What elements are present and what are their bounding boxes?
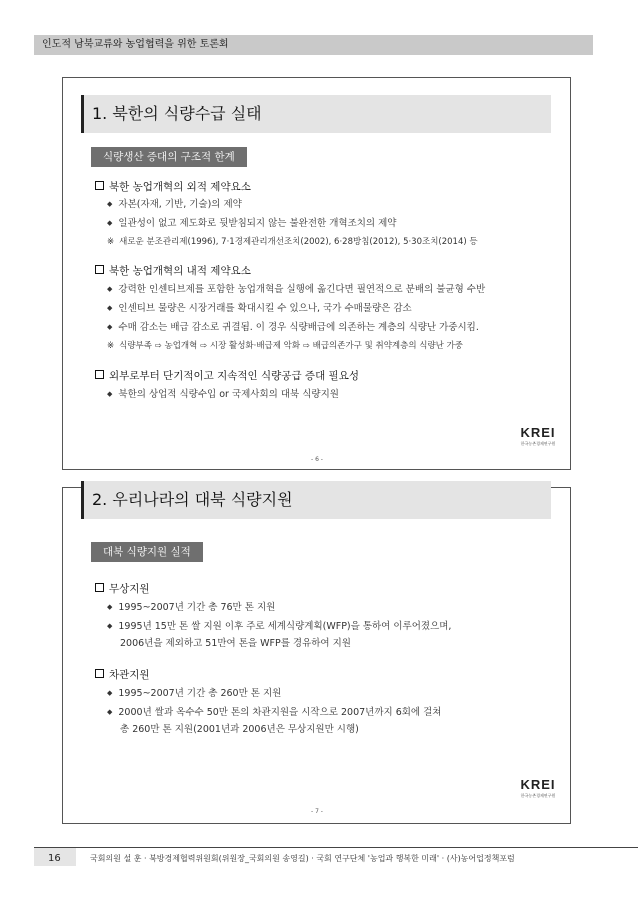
slide-1-note: ※ 새로운 분조관리제(1996), 7·1경제관리개선조치(2002), 6·28방침(2012), 5·30조치(2014) 등 [107, 237, 478, 247]
slide-1-item: ◆ 자본(자재, 기반, 기술)의 제약 [107, 199, 242, 210]
checkbox-square-icon [95, 265, 104, 274]
krei-logo: KREI 한국농촌경제연구원 [520, 777, 556, 798]
slide-1-badge: 식량생산 증대의 구조적 한계 [91, 147, 247, 167]
slide-1-item: ◆ 북한의 상업적 식량수입 or 국제사회의 대북 식량지원 [107, 389, 339, 400]
asterisk-icon: ※ [107, 237, 115, 247]
krei-logo: KREI 한국농촌경제연구원 [520, 425, 556, 446]
slide-2-item: ◆ 1995년 15만 톤 쌀 지원 이후 주로 세계식량계획(WFP)을 통하여 이루어졌으며, [107, 621, 452, 632]
slide-1-item: ◆ 수매 감소는 배급 감소로 귀결됨. 이 경우 식량배급에 의존하는 계층의 식량난 가중시킴. [107, 322, 479, 333]
slide-2-badge: 대북 식량지원 실적 [91, 542, 203, 562]
diamond-bullet-icon: ◆ [107, 200, 113, 208]
slide-1-item: ◆ 인센티브 물량은 시장거래를 확대시킬 수 있으나, 국가 수매물량은 감소 [107, 303, 412, 314]
diamond-bullet-icon: ◆ [107, 219, 113, 227]
slide-1-section-2-heading: 북한 농업개혁의 내적 제약요소 [95, 264, 251, 278]
slide-2-title: 2. 우리나라의 대북 식량지원 [81, 481, 551, 519]
diamond-bullet-icon: ◆ [107, 603, 113, 611]
footer-page-number: 16 [48, 853, 61, 864]
slide-1 [62, 77, 571, 470]
slide-1-section-1-heading: 북한 농업개혁의 외적 제약요소 [95, 180, 251, 194]
diamond-bullet-icon: ◆ [107, 622, 113, 630]
slide-2-item-continuation: 총 260만 톤 지원(2001년과 2006년은 무상지원만 시행) [120, 724, 359, 735]
slide-2-item: ◆ 1995~2007년 기간 총 260만 톤 지원 [107, 688, 282, 699]
slide-1-note: ※ 식량부족 ⇨ 농업개혁 ⇨ 시장 활성화·배급제 악화 ⇨ 배급의존가구 및 취약계층의 식량난 가중 [107, 341, 464, 351]
checkbox-square-icon [95, 583, 104, 592]
slide-1-title: 1. 북한의 식량수급 실태 [81, 95, 551, 133]
slide-2-page-number: - 7 - [311, 808, 323, 815]
slide-2-item: ◆ 2000년 쌀과 옥수수 50만 톤의 차관지원을 시작으로 2007년까지 6회에 걸쳐 [107, 707, 442, 718]
diamond-bullet-icon: ◆ [107, 304, 113, 312]
checkbox-square-icon [95, 181, 104, 190]
checkbox-square-icon [95, 669, 104, 678]
diamond-bullet-icon: ◆ [107, 323, 113, 331]
diamond-bullet-icon: ◆ [107, 689, 113, 697]
diamond-bullet-icon: ◆ [107, 708, 113, 716]
checkbox-square-icon [95, 370, 104, 379]
slide-1-item: ◆ 일관성이 없고 제도화로 뒷받침되지 않는 불완전한 개혁조치의 제약 [107, 218, 397, 229]
slide-1-page-number: - 6 - [311, 456, 323, 463]
diamond-bullet-icon: ◆ [107, 390, 113, 398]
slide-1-item: ◆ 강력한 인센티브제를 포함한 농업개혁을 실행에 옮긴다면 필연적으로 분배의 불균형 수반 [107, 284, 486, 295]
diamond-bullet-icon: ◆ [107, 285, 113, 293]
asterisk-icon: ※ [107, 341, 115, 351]
footer-rule [34, 847, 638, 848]
running-header: 인도적 남북교류와 농업협력을 위한 토론회 [34, 35, 593, 55]
footer-text: 국회의원 설 훈 · 북방경제협력위원회(위원장_국회의원 송영길) · 국회 연구단체 '농업과 행복한 미래' · (사)농어업정책포럼 [90, 854, 515, 863]
slide-2-item: ◆ 1995~2007년 기간 총 76만 톤 지원 [107, 602, 276, 613]
slide-1-section-3-heading: 외부로부터 단기적이고 지속적인 식량공급 증대 필요성 [95, 369, 359, 383]
slide-2-item-continuation: 2006년을 제외하고 51만여 톤을 WFP를 경유하여 지원 [120, 638, 351, 649]
slide-2 [62, 487, 571, 824]
slide-2-section-1-heading: 무상지원 [95, 582, 150, 596]
slide-2-section-2-heading: 차관지원 [95, 668, 150, 682]
